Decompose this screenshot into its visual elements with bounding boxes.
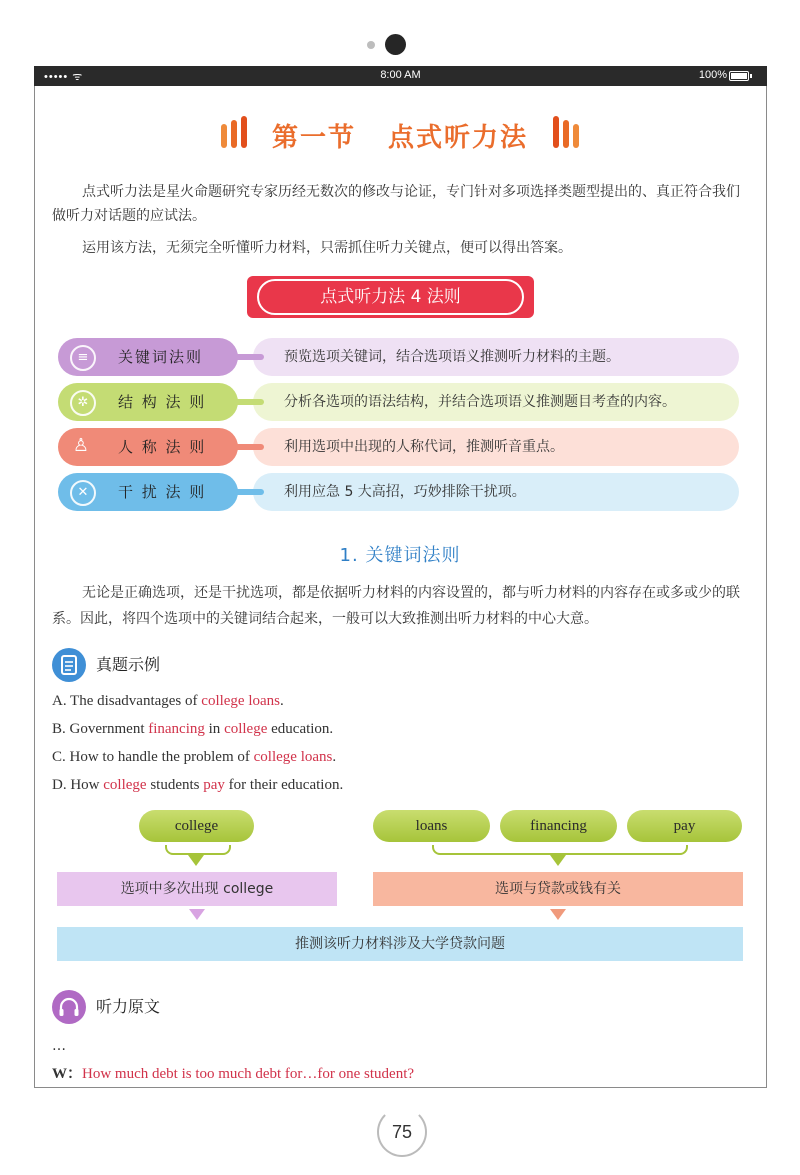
rule-row-structure — [58, 383, 739, 421]
rule-pill — [58, 428, 238, 466]
document-icon — [52, 648, 86, 682]
headphones-icon — [52, 990, 86, 1024]
inference-box-right: 选项与贷款或钱有关 — [373, 872, 743, 906]
rule-label: 结 构 法 则 — [118, 393, 207, 411]
rules-banner-label: 点式听力法 4 法则 — [257, 279, 524, 315]
title-bars-left-icon — [219, 116, 249, 155]
person-icon: ♙ — [72, 435, 90, 456]
battery-icon — [729, 71, 749, 81]
keyword-college: college — [139, 810, 254, 842]
dialogue-ellipsis: … — [52, 1038, 66, 1054]
rule-row-keywords — [58, 338, 739, 376]
arrow-down-icon — [188, 855, 204, 866]
chat-icon: ≡ — [70, 345, 96, 371]
rule-label: 人 称 法 则 — [118, 438, 207, 456]
status-bar — [34, 66, 767, 86]
arrow-down-icon — [189, 909, 205, 920]
rule-row-distractor — [58, 473, 739, 511]
rule-description: 预览选项关键词，结合选项语义推测听力材料的主题。 — [284, 349, 620, 365]
page-number: 75 — [377, 1107, 427, 1157]
speaker-label: W： — [52, 1066, 83, 1082]
keyword-pay: pay — [627, 810, 742, 842]
arrow-down-icon — [550, 909, 566, 920]
page-title — [0, 116, 800, 155]
section-paragraph: 无论是正确选项，还是干扰选项，都是依据听力材料的内容设置的，都与听力材料的内容存在或多或少的联系。因此，将四个选项中的关键词结合起来，一般可以大致推测出听力材料的中心大意。 — [52, 585, 740, 627]
rule-pill — [58, 338, 238, 376]
title-section-name: 点式听力法 — [388, 123, 529, 153]
status-time: 8:00 AM — [380, 69, 421, 81]
intro-paragraph-2: 运用该方法，无须完全听懂听力材料，只需抓住听力关键点，便可以得出答案。 — [82, 240, 572, 256]
cross-icon: ✕ — [70, 480, 96, 506]
camera-dot — [385, 34, 406, 55]
arrow-down-icon — [550, 855, 566, 866]
example-heading-text: 真题示例 — [96, 655, 161, 674]
rule-pill — [58, 473, 238, 511]
camera-dot-small — [367, 41, 375, 49]
rules-banner — [247, 276, 534, 318]
option-a: A. The disadvantages of college loans. — [52, 693, 284, 709]
title-section-number: 第一节 — [271, 123, 356, 153]
conclusion-box: 推测该听力材料涉及大学贷款问题 — [57, 927, 743, 961]
keyword-financing: financing — [500, 810, 617, 842]
rule-row-person — [58, 428, 739, 466]
section-heading: 1. 关键词法则 — [339, 545, 461, 566]
listening-heading-text: 听力原文 — [96, 997, 161, 1016]
dialogue-line — [52, 1062, 414, 1083]
option-d: D. How college students pay for their education. — [52, 777, 344, 793]
title-bars-right-icon — [551, 116, 581, 155]
bracket-left — [165, 845, 231, 855]
rule-label: 干 扰 法 则 — [118, 483, 207, 501]
gear-icon: ✲ — [70, 390, 96, 416]
rule-pill — [58, 383, 238, 421]
dialogue-text: How much debt is too much debt for…for one student? — [82, 1066, 415, 1082]
battery-label: 100% — [698, 69, 727, 81]
option-c: C. How to handle the problem of college loans. — [52, 749, 337, 765]
bracket-right — [432, 845, 688, 855]
signal-icon: ••••• ᯤ — [44, 71, 84, 83]
option-b: B. Government financing in college education. — [52, 721, 334, 737]
rule-description: 利用应急 5 大高招，巧妙排除干扰项。 — [284, 484, 526, 500]
keyword-loans: loans — [373, 810, 490, 842]
rule-label: 关键词法则 — [118, 348, 204, 366]
rule-description: 分析各选项的语法结构，并结合选项语义推测题目考查的内容。 — [284, 394, 676, 410]
rule-description: 利用选项中出现的人称代词，推测听音重点。 — [284, 439, 564, 455]
inference-box-left: 选项中多次出现 college — [57, 872, 337, 906]
intro-paragraph-1: 点式听力法是星火命题研究专家历经无数次的修改与论证，专门针对多项选择类题型提出的、真正符合我们做听力对话题的应试法。 — [52, 184, 740, 224]
